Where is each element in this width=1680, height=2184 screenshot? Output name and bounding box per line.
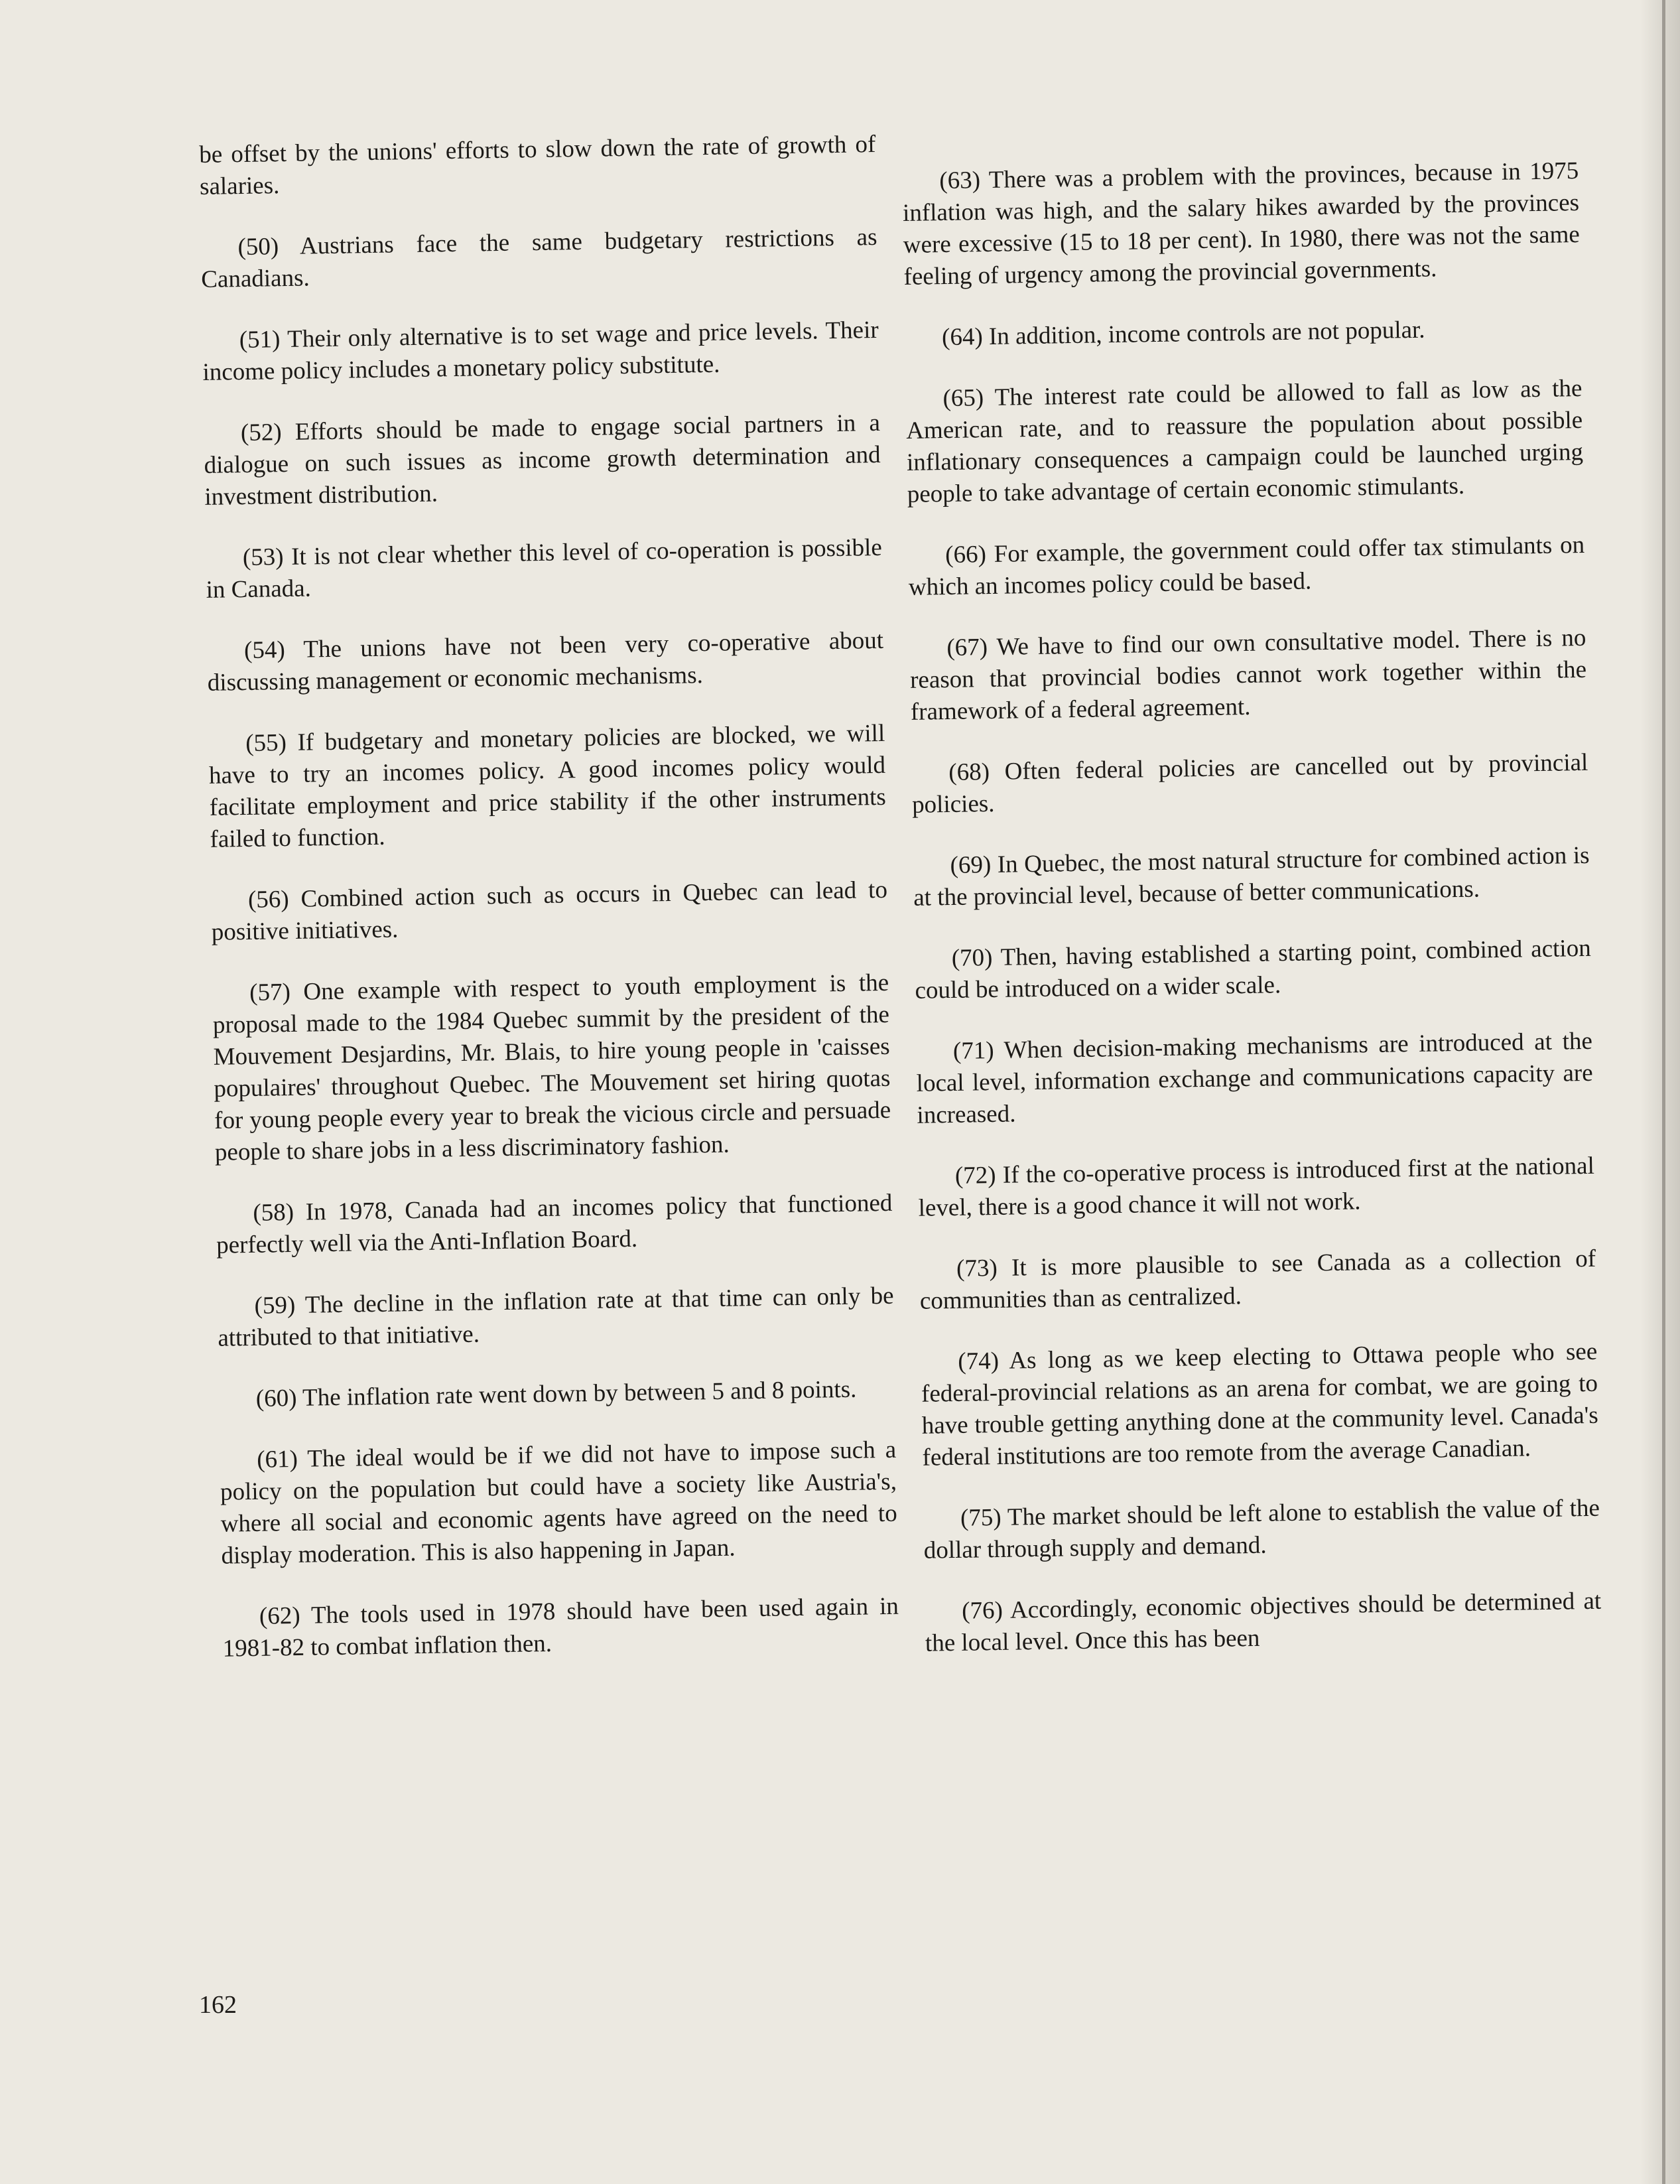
paragraph-61: (61) The ideal would be if we did not have to impose such a policy on the population but could have a society like Austria's, where all social and economic agents have agreed on the need to display moderation. This is also happening in Japan.: [220, 1436, 897, 1570]
paragraph-54: (54) The unions have not been very co-operative about discussing management or economic mechanisms.: [207, 626, 884, 697]
paragraph-58: (58) In 1978, Canada had an incomes policy that functioned perfectly well via the Anti-Inflation Board.: [216, 1189, 893, 1259]
paragraph-66: (66) For example, the government could offer tax stimulants on which an incomes policy could be based.: [908, 531, 1585, 601]
paragraph-69: (69) In Quebec, the most natural structure for combined action is at the provincial level, because of better communications.: [913, 841, 1590, 912]
paragraph-74: (74) As long as we keep electing to Ottawa people who see federal-provincial relations as an arena for combat, we are going to have trouble getting anything done at the community level. Canada's federal institutions are too remote from the average Canadian.: [921, 1337, 1599, 1471]
paragraph-64: (64) In addition, income controls are not popular.: [941, 316, 1425, 352]
paragraph-53: (53) It is not clear whether this level of co-operation is possible in Canada.: [206, 533, 883, 604]
paragraph-76: (76) Accordingly, economic objectives should be determined at the local level. Once this has been: [925, 1587, 1602, 1657]
paragraph-71: (71) When decision-making mechanisms are introduced at the local level, information exchange and communications capacity are increased.: [916, 1027, 1593, 1129]
paragraph-50: (50) Austrians face the same budgetary restrictions as Canadians.: [201, 223, 877, 293]
page-edge: [1662, 0, 1665, 2184]
paragraph-63: (63) There was a problem with the provinces, because in 1975 inflation was high, and the salary hikes awarded by the provinces were excessive (15 to 18 per cent). In 1980, there was not the same feeling of urgency among the provincial governments.: [902, 157, 1581, 291]
paragraph-65: (65) The interest rate could be allowed to fall as low as the American rate, and to reassure the population about possible inflationary consequences a campaign could be launched urging people to take advantage of certain economic stimulants.: [905, 374, 1584, 508]
page-number: 162: [199, 1991, 237, 2019]
right-column: [902, 155, 1602, 1689]
paragraph-51: (51) Their only alternative is to set wage and price levels. Their income policy includes a monetary policy substitute.: [202, 316, 879, 386]
paragraph-59: (59) The decline in the inflation rate at that time can only be attributed to that initiative.: [218, 1282, 894, 1352]
paragraph-62: (62) The tools used in 1978 should have been used again in 1981-82 to combat inflation then.: [222, 1592, 899, 1663]
paragraph-73: (73) It is more plausible to see Canada as a collection of communities than as centralized.: [919, 1245, 1596, 1315]
paragraph-70: (70) Then, having established a starting point, combined action could be introduced on a wider scale.: [915, 934, 1591, 1004]
paragraph-57: (57) One example with respect to youth employment is the proposal made to the 1984 Quebec summit by the president of the Mouvement Desjardins, Mr. Blais, to hire young people in 'caisses populaires' throughout Quebec. The Mouvement set hiring quotas for young people every year to break the vicious circle and persuade people to share jobs in a less discriminatory fashion.: [212, 969, 891, 1166]
paragraph-72: (72) If the co-operative process is introduced first at the national level, there is a good chance it will not work.: [918, 1152, 1595, 1222]
paragraph-55: (55) If budgetary and monetary policies are blocked, we will have to try an incomes policy. A good incomes policy would facilitate employment and price stability if the other instruments failed to function.: [208, 719, 887, 853]
paragraph-56: (56) Combined action such as occurs in Quebec can lead to positive initiatives.: [211, 876, 888, 946]
page-gutter-shadow: [1640, 0, 1680, 2184]
paragraph-68: (68) Often federal policies are cancelled out by provincial policies.: [911, 748, 1588, 819]
paragraph-52: (52) Efforts should be made to engage social partners in a dialogue on such issues as income growth determination and investment distribution.: [204, 409, 881, 511]
paragraph: be offset by the unions' efforts to slow down the rate of growth of salaries.: [199, 130, 876, 200]
left-column: [199, 129, 900, 1694]
paragraph-60: (60) The inflation rate went down by between 5 and 8 points.: [255, 1375, 857, 1412]
paragraph-75: (75) The market should be left alone to establish the value of the dollar through supply and demand.: [923, 1494, 1600, 1564]
paragraph-67: (67) We have to find our own consultative model. There is no reason that provincial bodies cannot work together within the framework of a federal agreement.: [909, 624, 1587, 726]
